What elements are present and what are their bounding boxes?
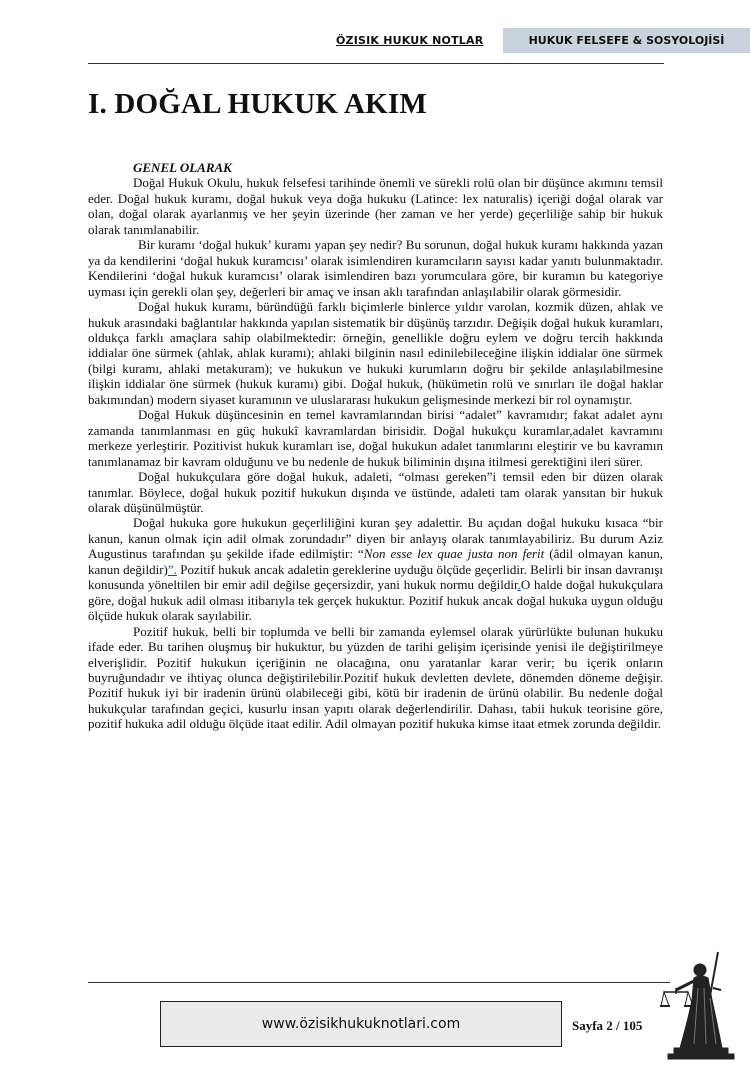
footnote-link[interactable]: ”. [167, 561, 177, 577]
paragraph-6-part-c: Pozitif hukuk ancak adaletin gereklerine uyduğu ölçüde geçerlidir. Belirli bir insan davranışı konusunda yöneltilen bir emir adil değilse geçersizdir, yani hukuk normu değildir [88, 561, 663, 593]
paragraph-1: Doğal Hukuk Okulu, hukuk felsefesi tarihinde önemli ve sürekli rolü olan bir düşünce akımını temsil eder. Doğal hukuk kuramı, doğal hukuk veya doğa hukuku (Latince: lex naturalis) içeriği doğal olarak var olan, doğal olarak ayarlanmış ve her şeyin üzerinde (her zaman ve her yerde) geçerliliğe sahip bir hukuk olarak tanımlanabilir. [88, 175, 663, 237]
section-subtitle: GENEL OLARAK [133, 160, 232, 175]
paragraph-6-part-b: (âdil olmayan kanun, kanun değildir) [88, 546, 664, 577]
page-number: Sayfa 2 / 105 [572, 1018, 643, 1033]
footer-divider [88, 982, 670, 983]
document-body [88, 160, 663, 732]
header-right-title: HUKUK FELSEFE & SOSYOLOJİSİ [503, 28, 750, 53]
website-banner[interactable]: www.özisikhukuknotlari.com [160, 1001, 562, 1047]
footnote-link-2[interactable]: . [517, 577, 521, 593]
paragraph-6 [88, 515, 663, 623]
paragraph-6-part-d: O halde doğal hukukçulara göre, doğal hukuk adil olması itibarıyla tek gerçek hukuktur. Pozitif hukuk ancak doğal hukuka uygun olduğu ölçüde hukuk olarak sayılabilir. [88, 577, 663, 624]
page-title: I. DOĞAL HUKUK AKIM [88, 88, 427, 120]
header-divider [88, 63, 664, 64]
paragraph-3: Doğal hukuk kuramı, büründüğü farklı biçimlerle binlerce yıldır varolan, kozmik düzen, ahlak ve hukuk arasındaki bağlantılar hakkında yapılan sistematik bir düşünüş tarzıdır. Değişik doğal hukuk kuramları, oldukça farklı amaçlara sahip olabilmektedir: örneğin, genellikle doğru eylem ve doğru tercih hakkında iddialar öne sürmek (ahlak, ahlak kuramı); ahlaki bilginin nasıl edinilebileceğine ilişkin iddialar öne sürmek (bilgi kuramı, ahlaki metakuram); ve hukukun ve hukuki kurumların doğru bir şekilde anlaşılabilmesine ilişkin iddialar öne sürmek (hukuk kuramı) gibi. Doğal hukuk, (hükümetin rolü ve sınırları ile doğal haklar bakımından) modern siyaset kuramının ve uluslararası hukukun gelişmesinde merkezi bir rol oynamıştır. [88, 299, 663, 407]
paragraph-6-part-a: Doğal hukuka gore hukukun geçerliliğini kuran şey adalettir. Bu açıdan doğal hukuku kısaca “bir kanun, kanun olmak için adil olmak zorundadır” diyen bir anlayış olarak tanımlayabiliriz. Bu durum Aziz Augustinus tarafından şu şekilde ifade edilmiştir: “ [88, 515, 663, 562]
paragraph-7: Pozitif hukuk, belli bir toplumda ve belli bir zamanda eylemsel olarak yürürlükte bulunan hukuku ifade eder. Bu tarihen oluşmuş bir hukuktur, bu yüzden de tarihi gelişim içerisinde yenisi ile değiştirilmeye elverişlidir. Pozitif hukukun içeriğinin ne olacağına, onu yaratanlar karar verir; bu içerik onların buyruğundadır ve ihtiyaç olunca değiştirilebilir.Pozitif hukuk devletten devlete, dönemden döneme değişir. Pozitif hukuk iyi bir iradenin ürünü olabileceği gibi, kötü bir iradenin de ürünü olabilir. Bu nedenle doğal hukukçular tarafından geçici, kusurlu insan yapıtı olarak değerlendirilir. Dahası, tabii hukuk teorisine göre, pozitif hukuka adil olduğu ölçüde itaat edilir. Adil olmayan pozitif hukuka kimse itaat etmek zorunda değildir. [88, 623, 663, 732]
header-left-title: ÖZISIK HUKUK NOTLAR [336, 34, 484, 47]
paragraph-5: Doğal hukukçulara göre doğal hukuk, adaleti, “olması gereken”i temsil eden bir düzen olarak tanımlar. Böylece, doğal hukuk pozitif hukukun dışında ve üstünde, adaleti tam olarak yansıtan bir hukuk olarak düşünülmüştür. [88, 469, 663, 515]
paragraph-4: Doğal Hukuk düşüncesinin en temel kavramlarından birisi “adalet” kavramıdır; fakat adalet aynı zamanda tanımlanması en güç hukukî kavramlardan birisidir. Doğal hukukçu kuramlar,adalet kavramını merkeze yerleştirir. Pozitivist hukuk kuramları ise, doğal hukukun adalet tanımlarını eleştirir ve bu kavramın tanımlanamaz bir kavram olduğunu ve bu nedenle de hukuk biliminin dışına itilmesi gerektiğini ileri sürer. [88, 407, 663, 469]
latin-quote: Non esse lex quae justa non ferit [363, 546, 545, 562]
paragraph-2: Bir kuramı ‘doğal hukuk’ kuramı yapan şey nedir? Bu sorunun, doğal hukuk kuramı hakkında yazan ya da kendilerini ‘doğal hukuk kuramcısı’ olarak isimlendiren kuramcıların sayısı kadar yanıtı bulunmaktadır. Kendilerini ‘doğal hukuk kuramcısı’ olarak isimlendiren bazı yorumculara göre, bir kuramın bu kategoriye uyması için gerekli olan şey, değerleri bir amaç ve insan aklı tarafından anlaşılabilir olarak görmesidir. [88, 237, 663, 299]
lady-justice-icon [660, 948, 740, 1060]
